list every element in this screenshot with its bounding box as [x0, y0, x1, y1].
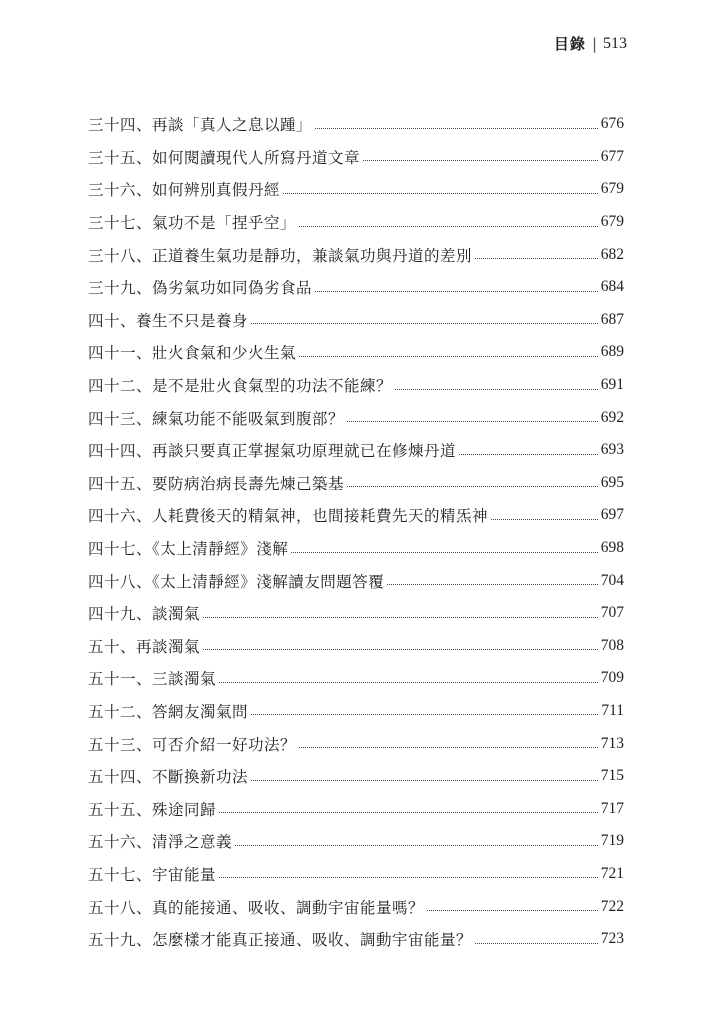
toc-entry-title: 四十七、《太上清靜經》淺解 — [88, 540, 289, 559]
toc-entry[interactable] — [88, 141, 624, 174]
toc-entry-page: 698 — [600, 539, 624, 557]
dot-leader — [475, 943, 598, 944]
toc-entry-title: 四十八、《太上清靜經》淺解讀友問題答覆 — [88, 572, 385, 591]
toc-entry[interactable] — [88, 727, 624, 760]
toc-entry-title: 三十六、如何辨別真假丹經 — [88, 181, 281, 200]
toc-entry-title: 三十九、偽劣氣功如同偽劣食品 — [88, 279, 313, 298]
dot-leader — [475, 258, 598, 259]
toc-entry-page: 687 — [600, 310, 624, 328]
toc-entry-title: 四十四、再談只要真正掌握氣功原理就已在修煉丹道 — [88, 442, 457, 461]
toc-entry[interactable] — [88, 401, 624, 434]
dot-leader — [315, 128, 598, 129]
toc-entry-page: 709 — [600, 669, 624, 687]
toc-entry-page: 689 — [600, 343, 624, 361]
toc-entry[interactable] — [88, 467, 624, 500]
toc-entry-page: 695 — [600, 473, 624, 491]
toc-entry[interactable] — [88, 630, 624, 663]
toc-entry[interactable] — [88, 173, 624, 206]
toc-entry[interactable] — [88, 434, 624, 467]
toc-entry[interactable] — [88, 108, 624, 141]
page-number: 513 — [603, 34, 627, 52]
toc-entry-title: 五十二、答網友濁氣問 — [88, 702, 249, 721]
toc-entry-title: 四十三、練氣功能不能吸氣到腹部？ — [88, 409, 345, 428]
toc-entry-page: 708 — [600, 636, 624, 654]
dot-leader — [299, 226, 598, 227]
toc-entry-page: 677 — [600, 147, 624, 165]
dot-leader — [203, 617, 598, 618]
dot-leader — [387, 584, 597, 585]
toc-entry-title: 五十七、宇宙能量 — [88, 865, 217, 884]
toc-entry-page: 691 — [600, 376, 624, 394]
toc-entry-title: 四十五、要防病治病長壽先煉己築基 — [88, 474, 345, 493]
toc-entry[interactable] — [88, 238, 624, 271]
toc-entry[interactable] — [88, 695, 624, 728]
toc-entry[interactable] — [88, 564, 624, 597]
toc-entry-title: 三十七、氣功不是「捏乎空」 — [88, 214, 297, 233]
table-of-contents — [88, 108, 624, 955]
toc-entry-page: 713 — [600, 734, 624, 752]
dot-leader — [219, 812, 598, 813]
dot-leader — [395, 389, 598, 390]
toc-entry-page: 715 — [600, 767, 624, 785]
toc-entry-page: 704 — [600, 571, 624, 589]
toc-entry[interactable] — [88, 662, 624, 695]
dot-leader — [363, 160, 598, 161]
toc-entry-title: 五十五、殊途同歸 — [88, 800, 217, 819]
toc-entry-page: 722 — [600, 897, 624, 915]
toc-entry-page: 707 — [600, 604, 624, 622]
dot-leader — [347, 486, 598, 487]
toc-entry[interactable] — [88, 923, 624, 956]
toc-entry-page: 721 — [600, 864, 624, 882]
toc-entry-title: 五十三、可否介紹一好功法？ — [88, 735, 297, 754]
dot-leader — [251, 714, 598, 715]
toc-entry-page: 679 — [600, 180, 624, 198]
toc-entry[interactable] — [88, 858, 624, 891]
toc-entry-title: 五十四、不斷換新功法 — [88, 768, 249, 787]
dot-leader — [235, 845, 598, 846]
toc-entry[interactable] — [88, 792, 624, 825]
toc-entry-title: 三十四、再談「真人之息以踵」 — [88, 116, 313, 135]
toc-entry-page: 719 — [600, 832, 624, 850]
dot-leader — [203, 649, 598, 650]
dot-leader — [315, 291, 598, 292]
toc-entry[interactable] — [88, 825, 624, 858]
toc-entry-title: 五十九、怎麼樣才能真正接通、吸收、調動宇宙能量？ — [88, 931, 473, 950]
toc-entry-title: 三十五、如何閱讀現代人所寫丹道文章 — [88, 148, 361, 167]
toc-entry[interactable] — [88, 336, 624, 369]
toc-entry[interactable] — [88, 890, 624, 923]
toc-entry-title: 四十九、談濁氣 — [88, 605, 201, 624]
toc-entry[interactable] — [88, 304, 624, 337]
toc-entry-page: 711 — [601, 701, 624, 719]
toc-entry-title: 四十二、是不是壯火食氣型的功法不能練？ — [88, 377, 393, 396]
toc-entry-title: 五十一、三談濁氣 — [88, 670, 217, 689]
dot-leader — [491, 519, 598, 520]
toc-entry-page: 684 — [600, 278, 624, 296]
toc-entry-title: 四十一、壯火食氣和少火生氣 — [88, 344, 297, 363]
dot-leader — [283, 193, 598, 194]
toc-entry-page: 717 — [600, 799, 624, 817]
toc-entry-page: 692 — [600, 408, 624, 426]
toc-entry-page: 682 — [600, 245, 624, 263]
dot-leader — [251, 323, 598, 324]
toc-entry[interactable] — [88, 499, 624, 532]
toc-entry-page: 723 — [600, 930, 624, 948]
toc-entry-page: 697 — [600, 506, 624, 524]
toc-entry[interactable] — [88, 760, 624, 793]
toc-entry[interactable] — [88, 532, 624, 565]
toc-entry[interactable] — [88, 206, 624, 239]
dot-leader — [251, 780, 598, 781]
dot-leader — [219, 682, 598, 683]
dot-leader — [459, 454, 598, 455]
toc-entry-page: 676 — [600, 115, 624, 133]
dot-leader — [299, 747, 598, 748]
toc-entry-title: 五十八、真的能接通、吸收、調動宇宙能量嗎？ — [88, 898, 425, 917]
toc-entry[interactable] — [88, 369, 624, 402]
toc-entry-title: 四十六、人耗費後天的精氣神，也間接耗費先天的精炁神 — [88, 507, 489, 526]
header-separator: | — [591, 34, 597, 53]
toc-entry-title: 四十、養生不只是養身 — [88, 311, 249, 330]
toc-entry-title: 五十六、清淨之意義 — [88, 833, 233, 852]
page-header — [554, 33, 627, 54]
dot-leader — [347, 421, 598, 422]
dot-leader — [299, 356, 598, 357]
dot-leader — [427, 910, 598, 911]
dot-leader — [219, 877, 598, 878]
toc-entry-title: 五十、再談濁氣 — [88, 637, 201, 656]
toc-entry[interactable] — [88, 597, 624, 630]
toc-entry-page: 693 — [600, 441, 624, 459]
toc-entry-title: 三十八、正道養生氣功是靜功，兼談氣功與丹道的差別 — [88, 246, 473, 265]
section-title: 目錄 — [553, 35, 586, 53]
dot-leader — [291, 552, 597, 553]
toc-entry-page: 679 — [600, 213, 624, 231]
toc-entry[interactable] — [88, 271, 624, 304]
